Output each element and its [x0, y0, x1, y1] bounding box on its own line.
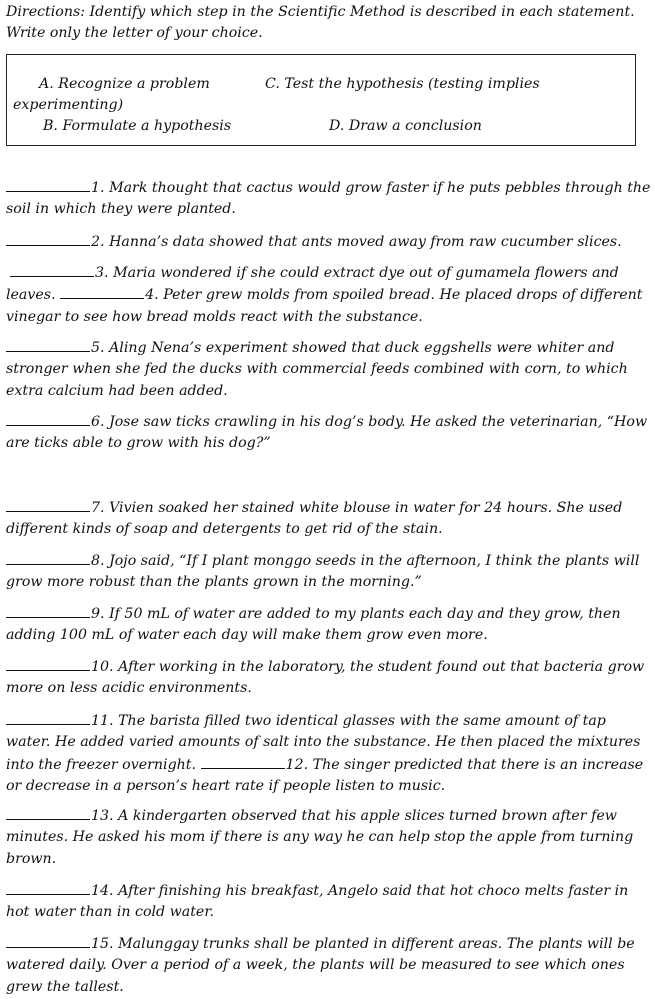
directions-text: Directions: Identify which step in the Scientific Method is described in each statement. Write only the letter of your choice. [6, 4, 635, 42]
question-item [6, 710, 654, 797]
item-number: 15. [91, 936, 114, 952]
question-item [6, 550, 654, 594]
item-number: 4. [145, 287, 159, 304]
answer-blank[interactable] [6, 603, 90, 618]
question-item [6, 411, 654, 455]
answer-blank[interactable] [6, 656, 90, 671]
item-text: Peter grew molds from spoiled bread. He placed drops of different vinegar to see how bread molds react with the substance. [6, 287, 643, 325]
item-number: 9. [91, 606, 105, 622]
item-text: Maria wondered if she could extract dye out of gumamela flowers and leaves. [6, 265, 619, 304]
item-text: Aling Nena’s experiment showed that duck eggshells were whiter and stronger when she fed the ducks with commercial feeds combined with corn, to which extra calcium had been added. [6, 340, 628, 399]
item-number: 12. [285, 756, 309, 773]
item-text: After working in the laboratory, the student found out that bacteria grow more on less acidic environments. [6, 659, 645, 697]
item-number: 6. [91, 414, 105, 430]
item-number: 2. [91, 234, 105, 250]
question-item [6, 177, 654, 221]
answer-blank[interactable] [6, 880, 90, 895]
item-text: A kindergarten observed that his apple slices turned brown after few minutes. He asked his mom if there is any way he can help stop the apple from turning brown. [6, 808, 634, 867]
question-item [6, 805, 654, 870]
answer-blank[interactable] [6, 497, 90, 512]
question-item [6, 231, 654, 253]
choice-d: D. Draw a conclusion [329, 118, 482, 134]
choice-b: B. Formulate a hypothesis [43, 118, 232, 134]
question-item [6, 262, 654, 328]
item-text: If 50 mL of water are added to my plants each day and they grow, then adding 100 mL of water each day will make them grow even more. [6, 606, 621, 644]
item-number: 1. [91, 180, 105, 196]
answer-blank[interactable] [6, 337, 90, 352]
item-text: Mark thought that cactus would grow faster if he puts pebbles through the soil in which they were planted. [6, 180, 651, 218]
item-number: 3. [95, 265, 109, 281]
item-text: Malunggay trunks shall be planted in different areas. The plants will be watered daily. Over a period of a week, the plants will be measured to see which ones grew the tallest. [6, 936, 635, 995]
answer-blank[interactable] [6, 550, 90, 565]
answer-blank[interactable] [10, 262, 94, 277]
item-text: The barista filled two identical glasses with the same amount of tap water. He added varied amounts of salt into the substance. He then placed the mixtures into the freezer overnight. [6, 713, 641, 773]
item-text: Hanna’s data showed that ants moved away from raw cucumber slices. [109, 234, 622, 250]
answer-blank[interactable] [60, 284, 144, 299]
item-number: 10. [91, 659, 114, 675]
answer-blank[interactable] [6, 933, 90, 948]
item-number: 13. [91, 808, 114, 824]
answer-blank[interactable] [6, 411, 90, 426]
question-item [6, 656, 654, 700]
answer-blank[interactable] [201, 754, 285, 769]
question-item [6, 880, 654, 924]
item-number: 5. [91, 340, 105, 356]
item-text: Vivien soaked her stained white blouse in water for 24 hours. She used different kinds of soap and detergents to get rid of the stain. [6, 500, 623, 538]
question-item [6, 603, 654, 647]
choice-a: A. Recognize a problem [39, 76, 210, 92]
answer-blank[interactable] [6, 177, 90, 192]
question-item [6, 497, 654, 541]
answer-blank[interactable] [6, 231, 90, 246]
item-text: The singer predicted that there is an increase or decrease in a person’s heart rate if people listen to music. [6, 756, 644, 794]
answer-blank[interactable] [6, 710, 90, 725]
choice-c: C. Test the hypothesis (testing implies [265, 76, 540, 92]
item-number: 7. [91, 500, 105, 516]
answer-blank[interactable] [6, 805, 90, 820]
question-item [6, 337, 654, 402]
choices-box [6, 54, 636, 146]
item-number: 14. [91, 883, 114, 899]
item-number: 8. [91, 553, 105, 569]
question-item [6, 933, 654, 998]
item-text: Jose saw ticks crawling in his dog’s body. He asked the veterinarian, “How are ticks able to grow with his dog?” [6, 414, 648, 452]
item-number: 11. [91, 713, 114, 729]
item-text: After finishing his breakfast, Angelo said that hot choco melts faster in hot water than in cold water. [6, 883, 629, 921]
item-text: Jojo said, “If I plant monggo seeds in the afternoon, I think the plants will grow more robust than the plants grown in the morning.” [6, 553, 640, 591]
choice-c-continued: experimenting) [13, 97, 124, 113]
